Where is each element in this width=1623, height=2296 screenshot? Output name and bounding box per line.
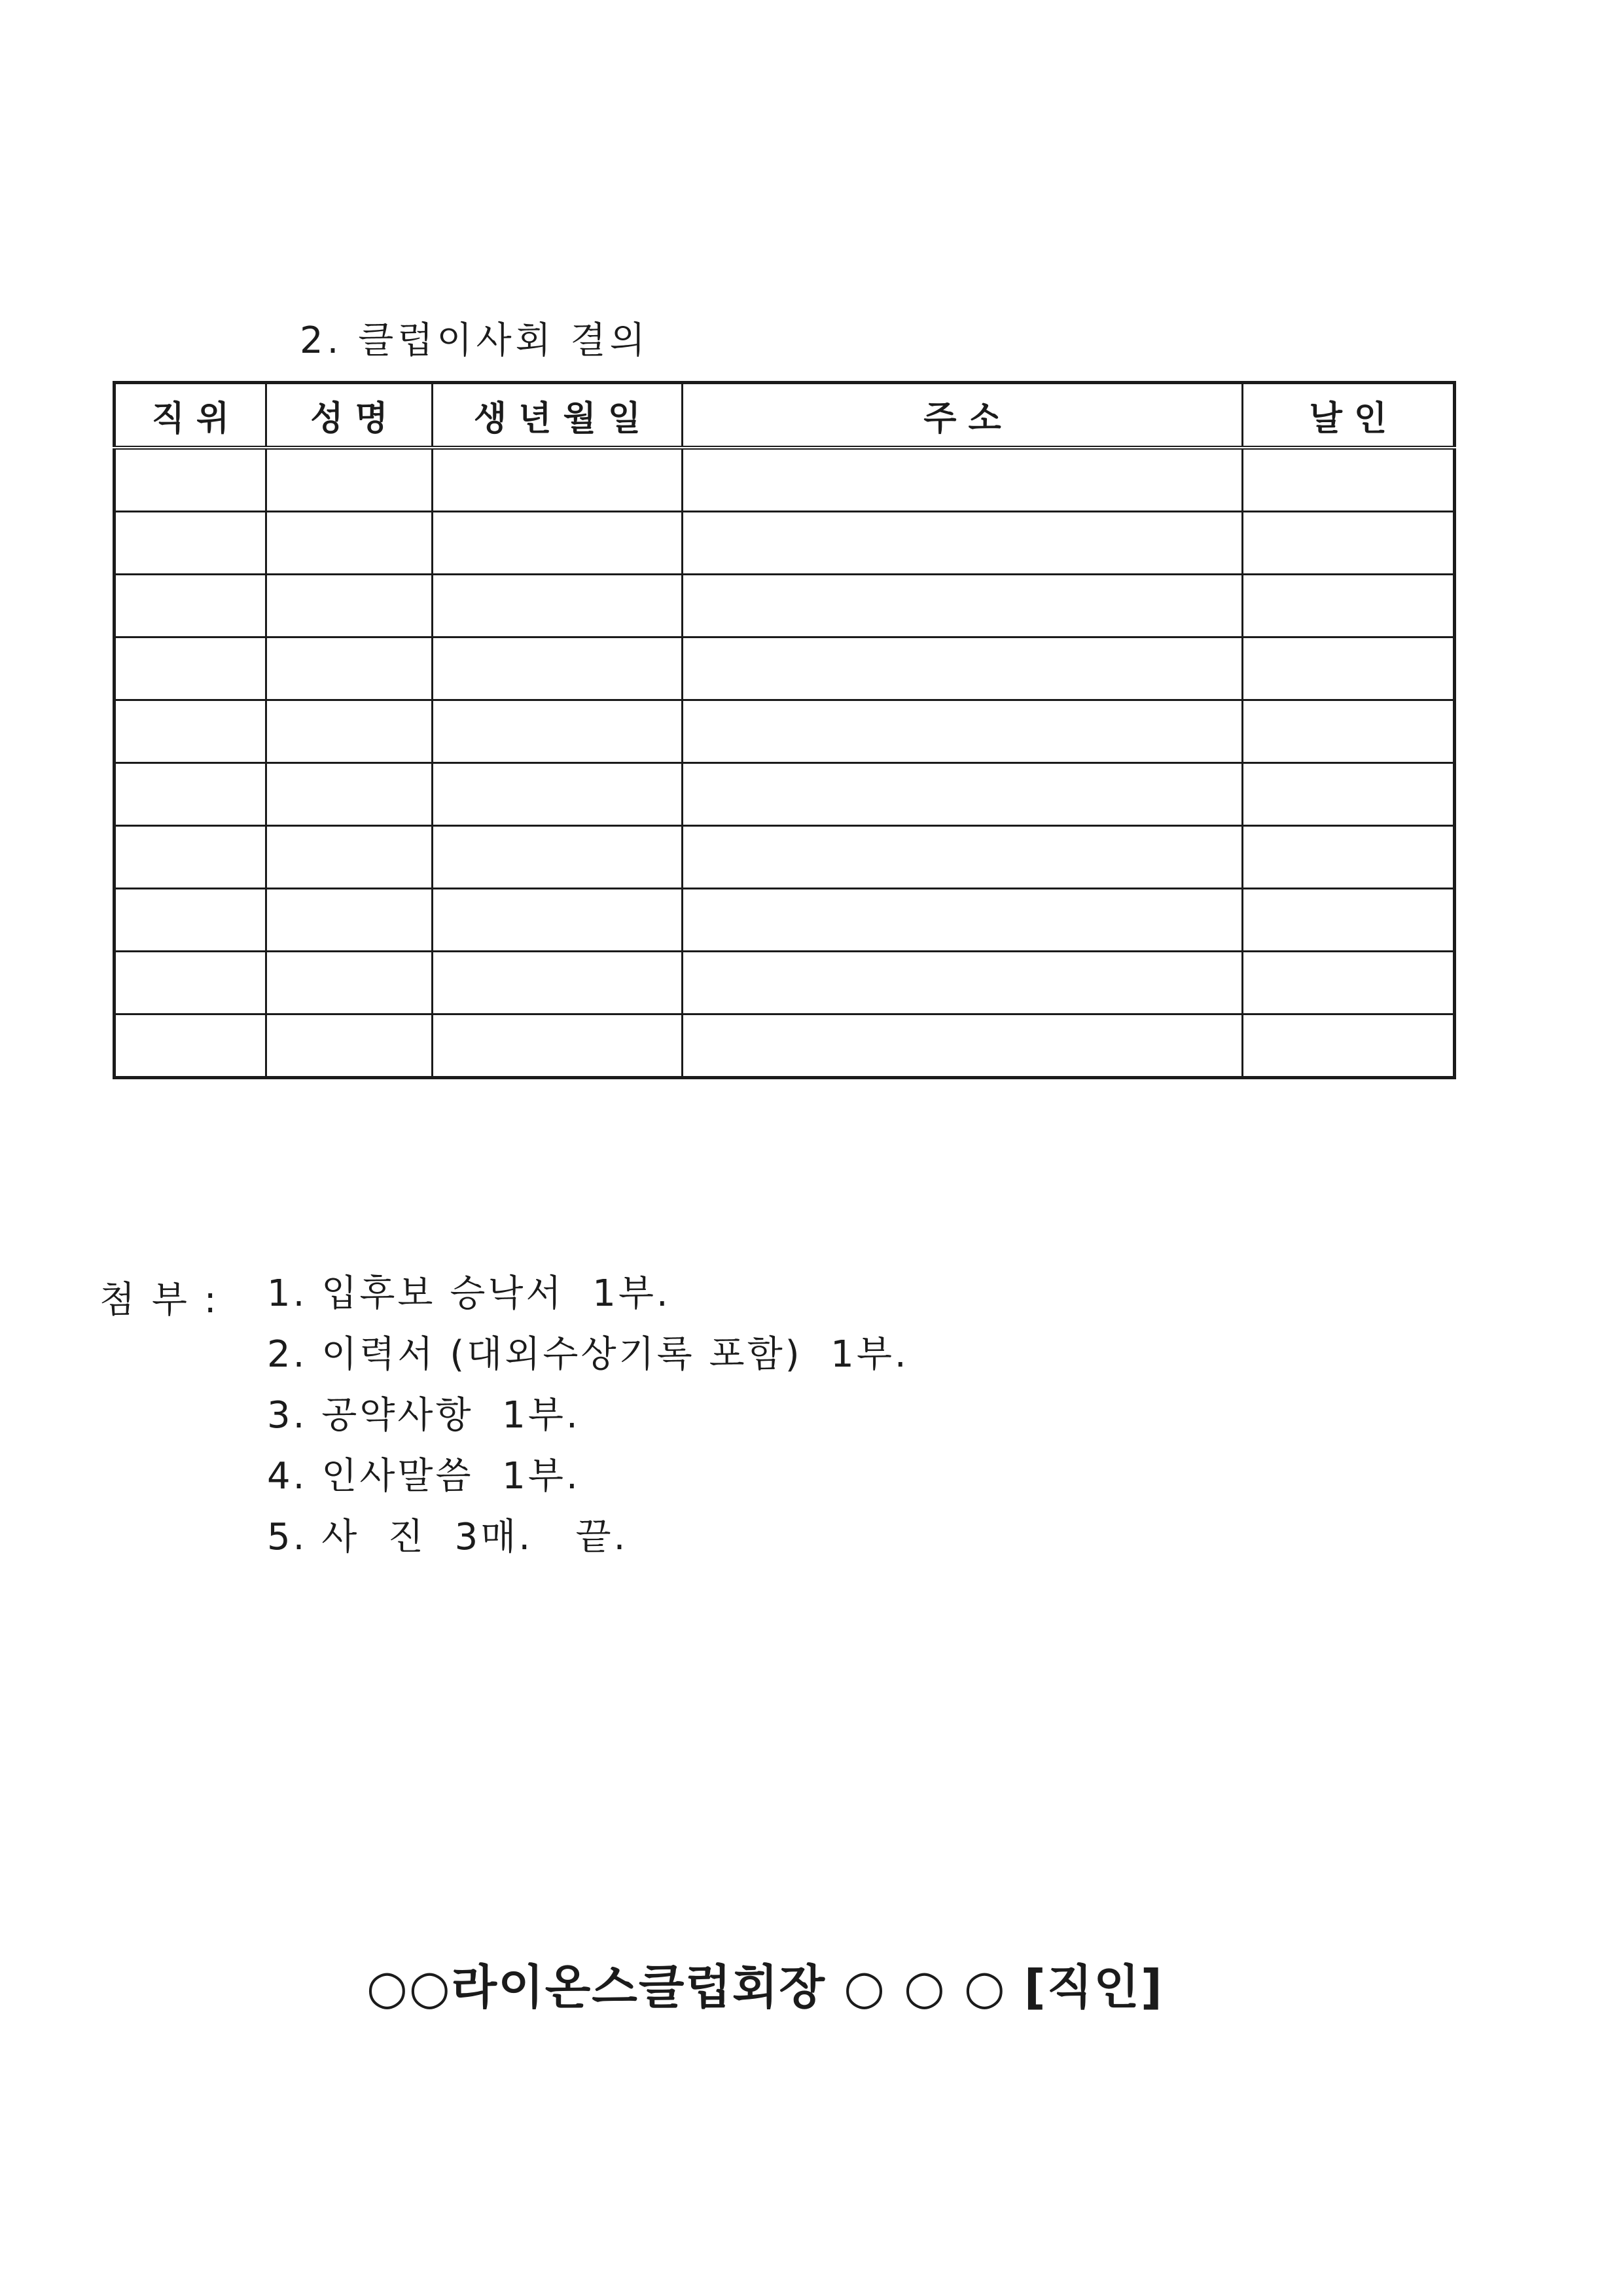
table-row: [115, 448, 1455, 512]
table-row: [115, 763, 1455, 826]
birth-date-cell[interactable]: [433, 637, 683, 700]
table-row: [115, 637, 1455, 700]
header-position: 직 위: [115, 383, 266, 448]
address-cell[interactable]: [683, 763, 1243, 826]
birth-date-cell[interactable]: [433, 889, 683, 952]
attachment-item: 2. 이력서 (대외수상기록 포함) 1부.: [267, 1333, 909, 1376]
address-cell[interactable]: [683, 826, 1243, 889]
name-cell[interactable]: [266, 637, 433, 700]
seal-cell[interactable]: [1243, 512, 1455, 575]
address-cell[interactable]: [683, 448, 1243, 512]
header-birth-date: 생 년 월 일: [433, 383, 683, 448]
attachment-item: 4. 인사말씀 1부.: [267, 1455, 580, 1498]
address-cell[interactable]: [683, 952, 1243, 1014]
position-cell[interactable]: [115, 826, 266, 889]
table-row: [115, 700, 1455, 763]
table-row: [115, 889, 1455, 952]
position-cell[interactable]: [115, 637, 266, 700]
seal-cell[interactable]: [1243, 575, 1455, 637]
birth-date-cell[interactable]: [433, 700, 683, 763]
table-row: [115, 575, 1455, 637]
seal-cell[interactable]: [1243, 889, 1455, 952]
header-name: 성 명: [266, 383, 433, 448]
name-cell[interactable]: [266, 700, 433, 763]
address-cell[interactable]: [683, 637, 1243, 700]
address-cell[interactable]: [683, 575, 1243, 637]
name-cell[interactable]: [266, 889, 433, 952]
name-cell[interactable]: [266, 763, 433, 826]
table-row: [115, 512, 1455, 575]
position-cell[interactable]: [115, 889, 266, 952]
position-cell[interactable]: [115, 448, 266, 512]
address-cell[interactable]: [683, 889, 1243, 952]
board-resolution-table: [113, 381, 1456, 1079]
address-cell[interactable]: [683, 512, 1243, 575]
table-row: [115, 952, 1455, 1014]
address-cell[interactable]: [683, 1014, 1243, 1078]
position-cell[interactable]: [115, 700, 266, 763]
table-header-row: [115, 383, 1455, 448]
birth-date-cell[interactable]: [433, 1014, 683, 1078]
position-cell[interactable]: [115, 952, 266, 1014]
seal-cell[interactable]: [1243, 826, 1455, 889]
name-cell[interactable]: [266, 512, 433, 575]
name-cell[interactable]: [266, 1014, 433, 1078]
name-cell[interactable]: [266, 826, 433, 889]
header-seal: 날 인: [1243, 383, 1455, 448]
name-cell[interactable]: [266, 575, 433, 637]
attachment-item: 3. 공약사항 1부.: [267, 1394, 580, 1437]
birth-date-cell[interactable]: [433, 448, 683, 512]
attachments-list: [267, 1271, 909, 1575]
seal-cell[interactable]: [1243, 763, 1455, 826]
position-cell[interactable]: [115, 763, 266, 826]
seal-cell[interactable]: [1243, 952, 1455, 1014]
name-cell[interactable]: [266, 448, 433, 512]
birth-date-cell[interactable]: [433, 512, 683, 575]
attachment-item: 5. 사 진 3매. 끝.: [267, 1516, 628, 1558]
birth-date-cell[interactable]: [433, 575, 683, 637]
club-president-signature: ○○라이온스클럽회장 ○ ○ ○ [직인]: [366, 1960, 1164, 2015]
birth-date-cell[interactable]: [433, 952, 683, 1014]
position-cell[interactable]: [115, 575, 266, 637]
address-cell[interactable]: [683, 700, 1243, 763]
attachment-item: 1. 입후보 승낙서 1부.: [267, 1272, 671, 1315]
seal-cell[interactable]: [1243, 448, 1455, 512]
seal-cell[interactable]: [1243, 1014, 1455, 1078]
birth-date-cell[interactable]: [433, 763, 683, 826]
name-cell[interactable]: [266, 952, 433, 1014]
table-row: [115, 826, 1455, 889]
table-body: [115, 448, 1455, 1078]
seal-cell[interactable]: [1243, 700, 1455, 763]
seal-cell[interactable]: [1243, 637, 1455, 700]
position-cell[interactable]: [115, 512, 266, 575]
attachments-label: 첨 부 :: [99, 1279, 219, 1321]
birth-date-cell[interactable]: [433, 826, 683, 889]
table-row: [115, 1014, 1455, 1078]
position-cell[interactable]: [115, 1014, 266, 1078]
header-address: 주 소: [683, 383, 1243, 448]
section-title: 2. 클럽이사회 결의: [300, 319, 649, 362]
